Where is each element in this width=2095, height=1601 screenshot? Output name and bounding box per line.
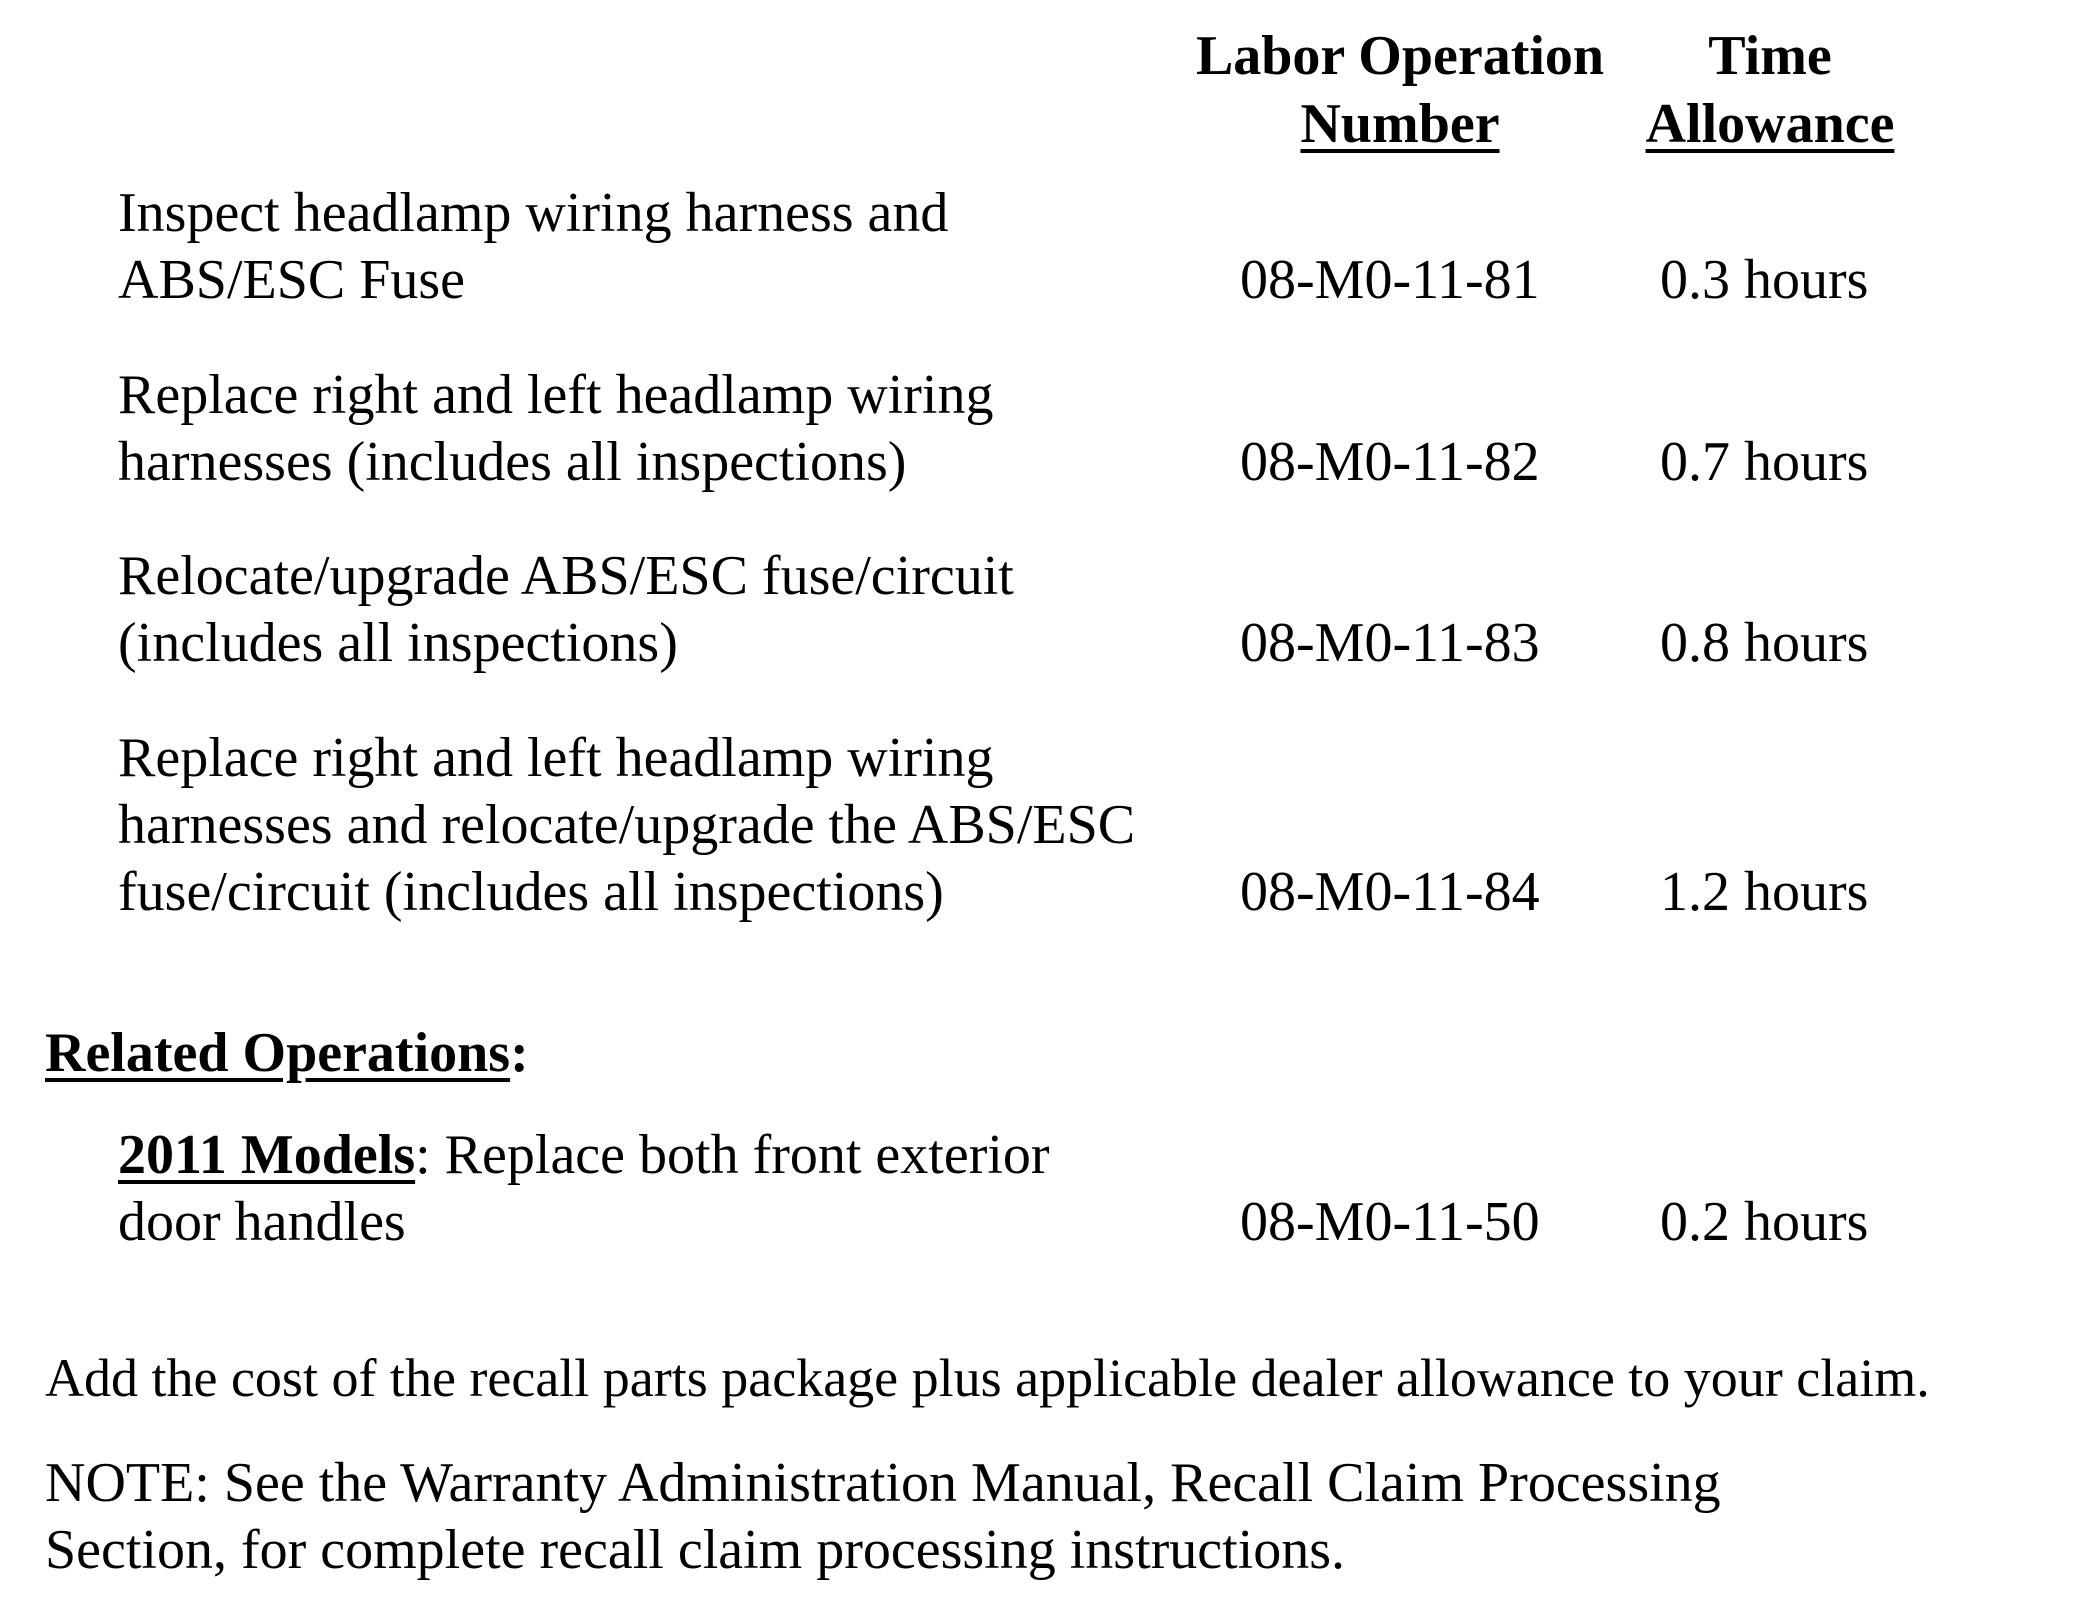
labor-header-line2: Number — [1300, 93, 1500, 155]
op2-desc-line1: Replace right and left headlamp wiring — [118, 364, 994, 426]
related-operations-heading — [45, 1020, 529, 1087]
labor-operation-header — [1180, 22, 1620, 158]
related-operations-title: Related Operations — [45, 1022, 511, 1084]
time-header-line1: Time — [1708, 25, 1832, 87]
op4-desc-line3: fuse/circuit (includes all inspections) — [118, 861, 944, 923]
related-item-label-suffix: : Replace both front exterior — [415, 1124, 1050, 1186]
labor-header-line1: Labor Operation — [1195, 25, 1605, 87]
op3-desc-line1: Relocate/upgrade ABS/ESC fuse/circuit — [118, 545, 1014, 607]
add-cost-paragraph: Add the cost of the recall parts package plus applicable dealer allowance to your claim. — [45, 1348, 1930, 1408]
related-item-labor-number: 08-M0-11-50 — [1240, 1191, 1540, 1253]
op3-desc-line2: (includes all inspections) — [118, 612, 678, 674]
op4-desc-line2: harnesses and relocate/upgrade the ABS/ESC — [118, 794, 1136, 856]
operation-row-4-description — [118, 725, 1135, 926]
related-item-description — [118, 1122, 1050, 1256]
op4-time: 1.2 hours — [1660, 861, 1869, 923]
related-item-time: 0.2 hours — [1660, 1191, 1869, 1253]
op1-desc-line1: Inspect headlamp wiring harness and — [118, 182, 949, 244]
related-item-line2: door handles — [118, 1191, 406, 1253]
op1-labor-number: 08-M0-11-81 — [1240, 249, 1540, 311]
time-header-line2: Allowance — [1645, 93, 1895, 155]
note-line1: NOTE: See the Warranty Administration Manual, Recall Claim Processing — [45, 1452, 1721, 1514]
operation-row-2-description — [118, 362, 993, 496]
op3-time: 0.8 hours — [1660, 612, 1869, 674]
op2-desc-line2: harnesses (includes all inspections) — [118, 431, 907, 493]
time-allowance-header — [1630, 22, 1910, 158]
note-paragraph — [45, 1450, 1721, 1584]
op3-labor-number: 08-M0-11-83 — [1240, 612, 1540, 674]
operation-row-1-description — [118, 180, 948, 314]
op2-time: 0.7 hours — [1660, 431, 1869, 493]
op4-labor-number: 08-M0-11-84 — [1240, 861, 1540, 923]
note-line2: Section, for complete recall claim processing instructions. — [45, 1519, 1346, 1581]
op4-desc-line1: Replace right and left headlamp wiring — [118, 727, 994, 789]
related-item-label: 2011 Models — [118, 1124, 416, 1186]
operation-row-3-description — [118, 543, 1014, 677]
op1-time: 0.3 hours — [1660, 249, 1869, 311]
op2-labor-number: 08-M0-11-82 — [1240, 431, 1540, 493]
op1-desc-line2: ABS/ESC Fuse — [118, 249, 465, 311]
related-operations-colon: : — [510, 1022, 529, 1084]
